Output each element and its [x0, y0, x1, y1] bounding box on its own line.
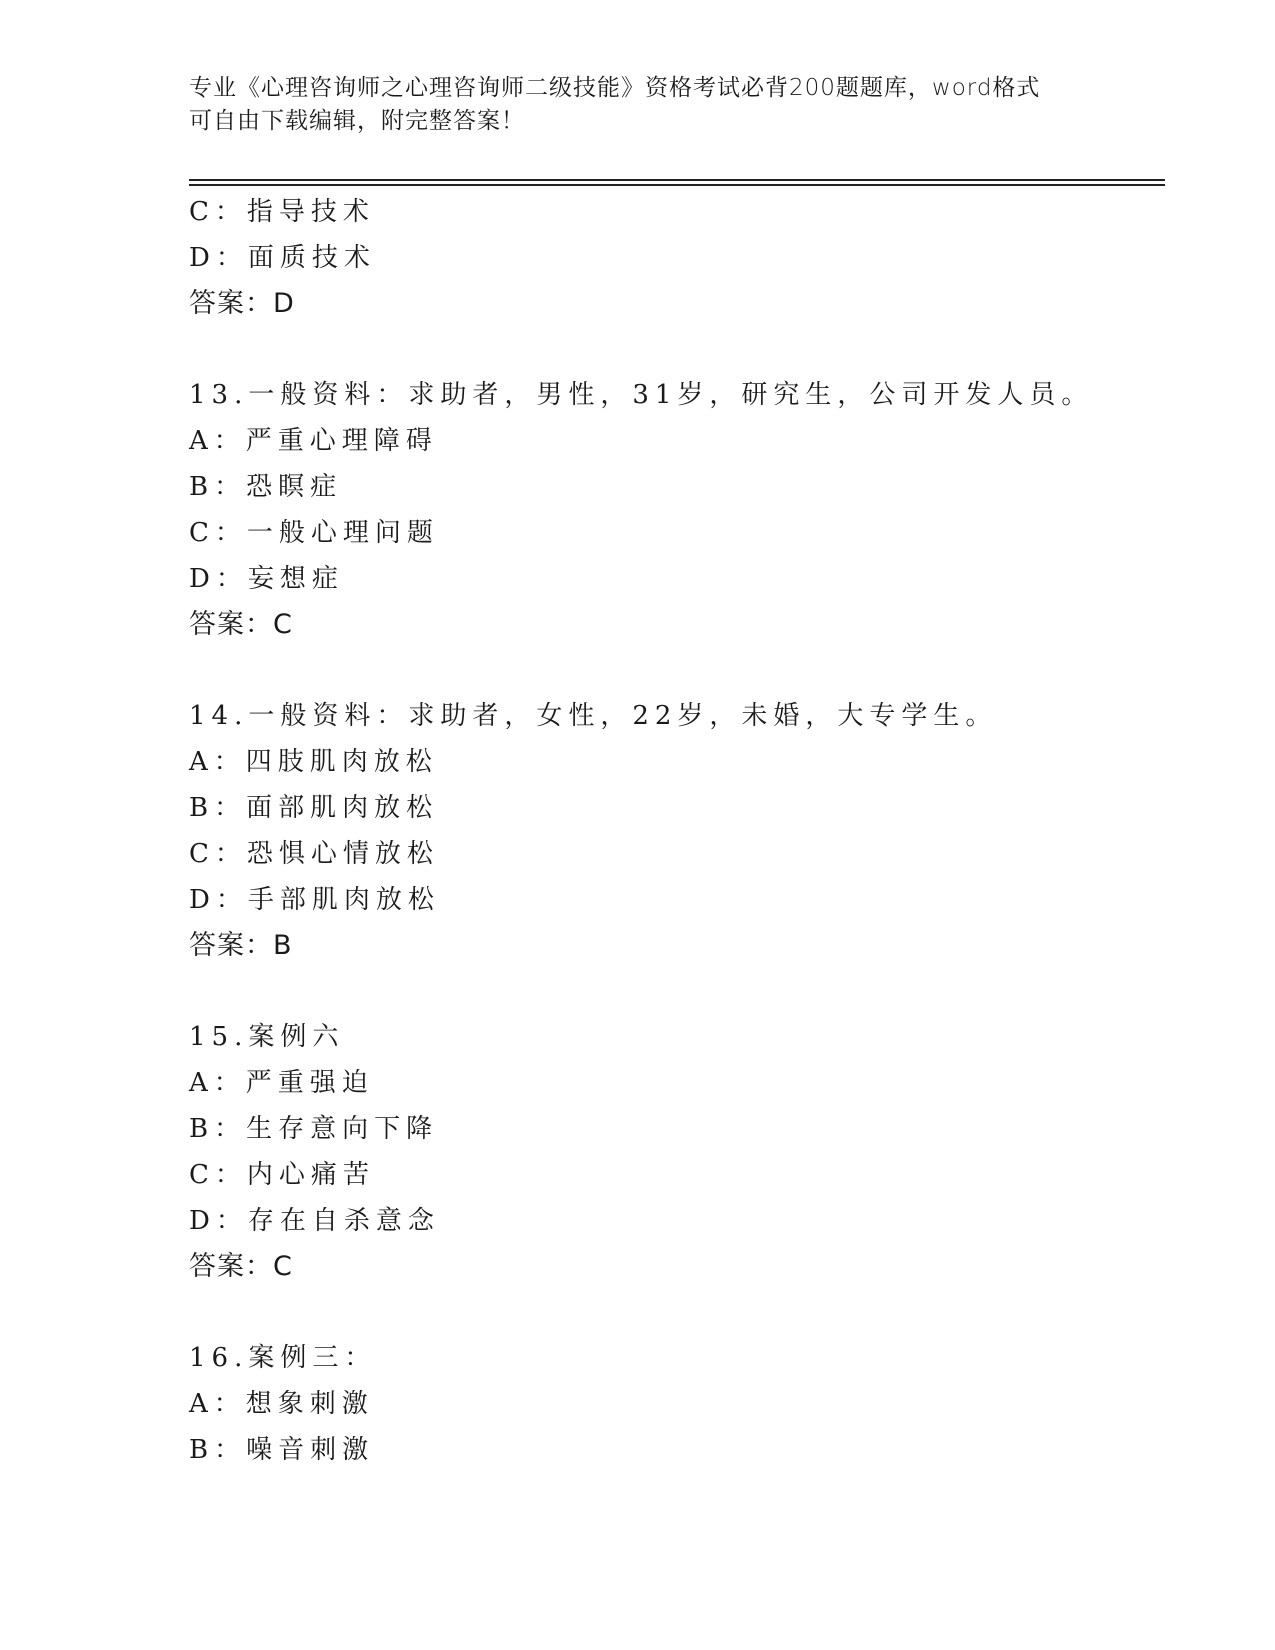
- spacer: [189, 1290, 1165, 1335]
- document-header: [189, 72, 1089, 138]
- option-c: C：指导技术: [189, 197, 375, 227]
- answer-line: 答案：C: [189, 1251, 293, 1282]
- header-line-1: 专业《心理咨询师之心理咨询师二级技能》资格考试必背200题题库，word格式: [189, 75, 1041, 101]
- option-a: A：四肢肌肉放松: [189, 747, 438, 777]
- option-c: C：一般心理问题: [189, 518, 439, 548]
- option-a: A：严重强迫: [189, 1068, 374, 1098]
- option-d: D：手部肌肉放松: [189, 885, 440, 915]
- header-line-2: 可自由下载编辑，附完整答案！: [189, 108, 525, 134]
- option-d: D：妄想症: [189, 564, 344, 594]
- option-a: A：想象刺激: [189, 1389, 374, 1419]
- option-b: B：面部肌肉放松: [189, 793, 439, 823]
- option-b: B：恐瞑症: [189, 472, 343, 502]
- question-13: 13.一般资料：求助者，男性，31岁，研究生，公司开发人员。: [189, 380, 1094, 410]
- spacer: [189, 327, 1165, 372]
- answer-line: 答案：D: [189, 288, 295, 319]
- question-15: 15.案例六: [189, 1022, 345, 1052]
- option-c: C：恐惧心情放松: [189, 839, 439, 869]
- header-divider-top: [189, 179, 1165, 181]
- spacer: [189, 648, 1165, 693]
- question-16: 16.案例三：: [189, 1343, 377, 1373]
- answer-line: 答案：B: [189, 930, 293, 961]
- option-b: B：生存意向下降: [189, 1114, 439, 1144]
- question-list: [189, 189, 1165, 1473]
- answer-line: 答案：C: [189, 609, 293, 640]
- option-d: D：面质技术: [189, 243, 376, 273]
- spacer: [189, 969, 1165, 1014]
- option-d: D：存在自杀意念: [189, 1206, 440, 1236]
- question-14: 14.一般资料：求助者，女性，22岁，未婚，大专学生。: [189, 701, 998, 731]
- option-b: B：噪音刺激: [189, 1435, 375, 1465]
- option-a: A：严重心理障碍: [189, 426, 438, 456]
- header-divider-bottom: [189, 184, 1165, 186]
- option-c: C：内心痛苦: [189, 1160, 375, 1190]
